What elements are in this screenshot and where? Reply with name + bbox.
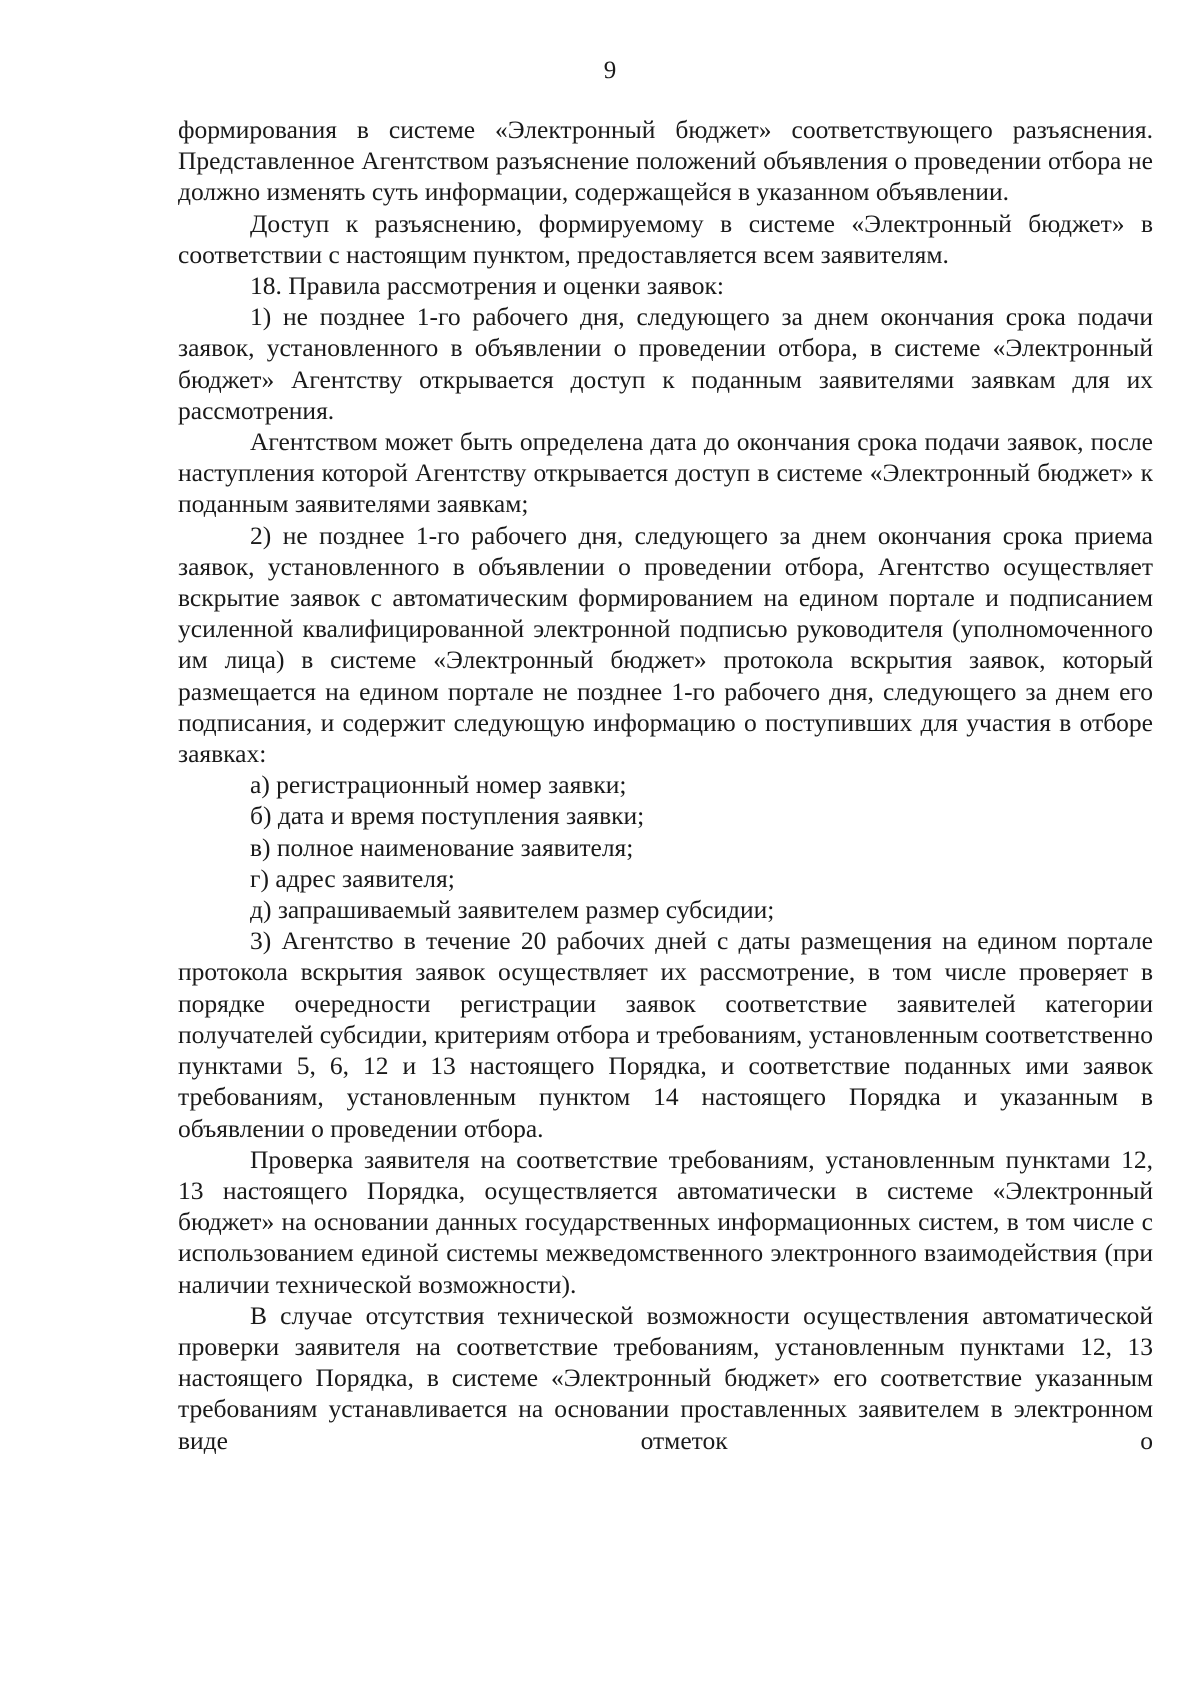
paragraph-continuation: формирования в системе «Электронный бюджет» соответствующего разъяснения. Представленное Агентством разъяснение положений объявления о проведении отбора не должно изменять суть информации, содержащейся в указанном объявлении. xyxy=(178,115,1153,207)
list-item-d: д) запрашиваемый заявителем размер субсидии; xyxy=(250,895,775,925)
paragraph-section-18-heading: 18. Правила рассмотрения и оценки заявок: xyxy=(250,271,725,301)
document-body xyxy=(178,114,1153,1456)
paragraph-automatic-check: Проверка заявителя на соответствие требованиям, установленным пунктами 12, 13 настоящего Порядка, осуществляется автоматически в системе «Электронный бюджет» на основании данных государственных информационных систем, в том числе с использованием единой системы межведомственного электронного взаимодействия (при наличии технической возможности). xyxy=(178,1144,1153,1299)
paragraph-agency-date: Агентством может быть определена дата до окончания срока подачи заявок, после наступления которой Агентству открывается доступ в системе «Электронный бюджет» к поданным заявителями заявкам; xyxy=(178,427,1153,519)
paragraph-item-3: 3) Агентство в течение 20 рабочих дней с даты размещения на едином портале протокола вскрытия заявок осуществляет их рассмотрение, в том числе проверяет в порядке очередности регистрации заявок соответствие заявителей категории получателей субсидии, критериям отбора и требованиям, установленным соответственно пунктами 5, 6, 12 и 13 настоящего Порядка, и соответствие поданных ими заявок требованиям, установленным пунктом 14 настоящего Порядка и указанным в объявлении о проведении отбора. xyxy=(178,926,1153,1143)
paragraph-no-technical-possibility: В случае отсутствия технической возможности осуществления автоматической проверки заявителя на соответствие требованиям, установленным пунктами 12, 13 настоящего Порядка, в системе «Электронный бюджет» его соответствие указанным требованиям устанавливается на основании проставленных заявителем в электронном виде отметок о xyxy=(178,1300,1153,1455)
list-item-g: г) адрес заявителя; xyxy=(250,863,455,893)
list-item-v: в) полное наименование заявителя; xyxy=(250,832,634,862)
list-item-b: б) дата и время поступления заявки; xyxy=(250,801,645,831)
page-number: 9 xyxy=(603,57,617,84)
paragraph-item-2: 2) не позднее 1-го рабочего дня, следующего за днем окончания срока приема заявок, установленного в объявлении о проведении отбора, Агентство осуществляет вскрытие заявок с автоматическим формированием на едином портале и подписанием усиленной квалифицированной электронной подписью руководителя (уполномоченного им лица) в системе «Электронный бюджет» протокола вскрытия заявок, который размещается на едином портале не позднее 1-го рабочего дня, следующего за днем его подписания, и содержит следующую информацию о поступивших для участия в отборе заявках: xyxy=(178,520,1153,769)
paragraph-item-1: 1) не позднее 1-го рабочего дня, следующего за днем окончания срока подачи заявок, установленного в объявлении о проведении отбора, в системе «Электронный бюджет» Агентству открывается доступ к поданным заявителями заявкам для их рассмотрения. xyxy=(178,302,1153,425)
list-item-a: а) регистрационный номер заявки; xyxy=(250,770,627,800)
paragraph-clarification-access: Доступ к разъяснению, формируемому в системе «Электронный бюджет» в соответствии с настоящим пунктом, предоставляется всем заявителям. xyxy=(178,208,1153,269)
